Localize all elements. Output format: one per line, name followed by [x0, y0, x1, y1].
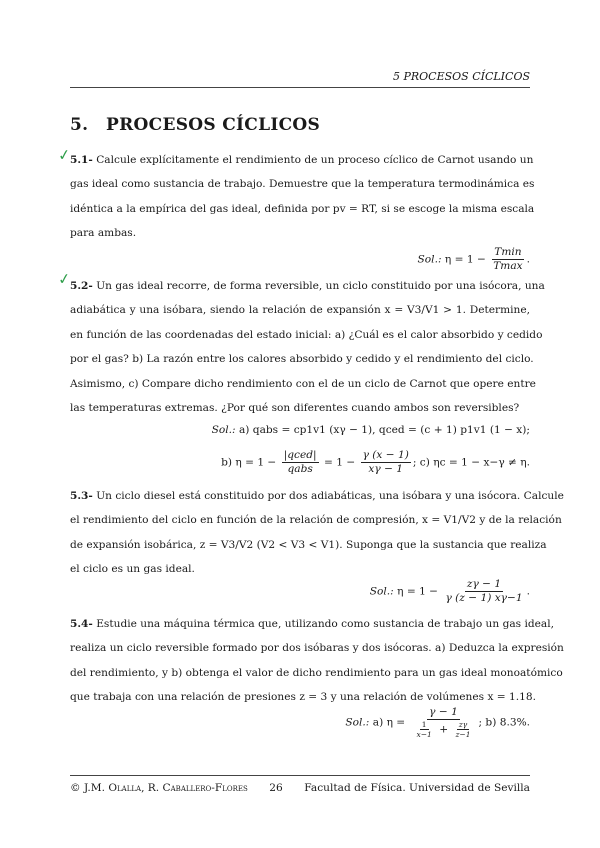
problem-line: las temperaturas extremas. ¿Por qué son diferentes cuando ambos son reversibles? [70, 402, 520, 415]
problem-line: idéntica a la empírica del gas ideal, definida por pv = RT, si se escoge la misma escala [70, 202, 535, 215]
problem-5-3: 5.3- Un ciclo diesel está constituido por dos adiabáticas, una isóbara y una isócora. Calcule el rendimiento del ciclo en función de la relación de compresión, x = V1/V2 y de la relación de expansión isobárica, z = V3/V2 (V2 < V3 < V1). Suponga que la sustancia que realiza el ciclo es un gas ideal. [70, 484, 530, 582]
fraction: γ − 1 $\frac{1}{x-1}$ + $\frac{z\gamma}{z-1}$ [416, 706, 471, 739]
problem-line: realiza un ciclo reversible formado por dos isóbaras y dos isócoras. a) Deduzca la expresión [70, 642, 564, 655]
problem-5-1: 5.1- Calcule explícitamente el rendimiento de un proceso cíclico de Carnot usando un gas ideal como sustancia de trabajo. Demuestre que la temperatura termodinámica es idéntica a la empírica del gas ideal, definida por pv = RT, si se escoge la misma escala para ambas. [70, 148, 530, 246]
problem-5-4: 5.4- Estudie una máquina térmica que, utilizando como sustancia de trabajo un gas ideal, realiza un ciclo reversible formado por dos isóbaras y dos isócoras. a) Deduzca la expresión del rendimiento, y b) obtenga el valor de dicho rendimiento para un gas ideal monoatómico que trabaja con una relación de presiones z = 3 y una relación de volúmenes x = 1.18. [70, 612, 530, 710]
problem-line: del rendimiento, y b) obtenga el valor de dicho rendimiento para un gas ideal monoatómico [70, 666, 563, 679]
fraction: $\frac{Tmin}{Tmax}$ [493, 246, 523, 272]
solution-5-1: Sol.: η = 1 − $\frac{Tmin}{Tmax}$ . [417, 246, 530, 272]
problem-line: de expansión isobárica, z = V3/V2 (V2 < V3 < V1). Suponga que la sustancia que realiza [70, 538, 547, 551]
problem-id: 5.2- [70, 280, 93, 292]
footer-rule [70, 775, 530, 776]
header-rule [70, 87, 530, 88]
fraction: $\frac{\gamma (x - 1)}{x\gamma - 1}$ [362, 449, 409, 475]
solution-label: Sol.: [345, 716, 370, 729]
problem-id: 5.4- [70, 618, 93, 630]
solution-label: Sol.: [369, 585, 394, 598]
problem-line: el rendimiento del ciclo en función de la relación de compresión, x = V1/V2 y de la relación [70, 514, 562, 527]
section-title [70, 115, 320, 135]
solution-5-4: Sol.: a) η = γ − 1 $\frac{1}{x-1}$ + $\frac{z\gamma}{z-1}$ ; b) 8.3%. [345, 706, 530, 739]
problem-id: 5.3- [70, 490, 93, 502]
check-mark-icon: ✓ [56, 145, 72, 165]
problem-line: en función de las coordenadas del estado inicial: a) ¿Cuál es el calor absorbido y cedido [70, 328, 543, 341]
page-number: 26 [269, 782, 283, 794]
solution-5-2-a: Sol.: a) qabs = cp1v1 (xγ − 1), qced = (c + 1) p1v1 (1 − x); [211, 424, 530, 436]
running-header: 5 PROCESOS CÍCLICOS [392, 70, 530, 83]
footer-institution: Facultad de Física. Universidad de Sevilla [304, 782, 530, 794]
section-number: 5. [70, 115, 89, 135]
fraction: $\frac{1}{x-1}$ [416, 720, 432, 739]
footer [70, 782, 530, 794]
problem-line: Asimismo, c) Compare dicho rendimiento con el de un ciclo de Carnot que opere entre [70, 377, 536, 390]
problem-line: por el gas? b) La razón entre los calores absorbido y cedido y el rendimiento del ciclo. [70, 353, 534, 366]
problem-line: adiabática y una isóbara, siendo la relación de expansión x = V3/V1 > 1. Determine, [70, 304, 530, 317]
solution-5-3: Sol.: η = 1 − $\frac{z\gamma - 1}{\gamma (z - 1) x\gamma-1}$ . [369, 578, 530, 604]
problem-line: el ciclo es un gas ideal. [70, 563, 195, 576]
solution-label: Sol.: [211, 424, 236, 436]
fraction: $\frac{z\gamma - 1}{\gamma (z - 1) x\gamma-1}$ [445, 578, 523, 604]
section-title-text: PROCESOS CÍCLICOS [106, 115, 321, 135]
check-mark-icon: ✓ [56, 269, 72, 289]
problem-line: gas ideal como sustancia de trabajo. Demuestre que la temperatura termodinámica es [70, 178, 535, 191]
problem-line: para ambas. [70, 227, 137, 240]
problem-id: 5.1- [70, 154, 93, 166]
problem-5-2: 5.2- Un gas ideal recorre, de forma reversible, un ciclo constituido por una isócora, una adiabática y una isóbara, siendo la relación de expansión x = V3/V1 > 1. Determine, en función de las coordenadas del estado inicial: a) ¿Cuál es el calor absorbido y cedido por el gas? b) La razón entre los calores absorbido y cedido y el rendimiento del ciclo. Asimismo, c) Compare dicho rendimiento con el de un ciclo de Carnot que opere entre las temperaturas extremas. ¿Por qué son diferentes cuando ambos son reversibles? [70, 274, 530, 420]
problem-line: que trabaja con una relación de presiones z = 3 y una relación de volúmenes x = 1.18. [70, 691, 536, 704]
fraction: $\frac{z\gamma}{z-1}$ [455, 720, 471, 739]
solution-5-2-b: b) η = 1 − $\frac{\text{|qced|}}{\text{qabs}}$ = 1 − $\frac{\gamma (x - 1)}{x\gamma - 1}$ ; c) ηc = 1 − x−γ ≠ η. [221, 449, 530, 475]
footer-authors: © J.M. Olalla, R. Caballero-Flores [70, 782, 248, 794]
solution-label: Sol.: [417, 253, 442, 266]
fraction: $\frac{\text{|qced|}}{\text{qabs}}$ [283, 449, 317, 475]
